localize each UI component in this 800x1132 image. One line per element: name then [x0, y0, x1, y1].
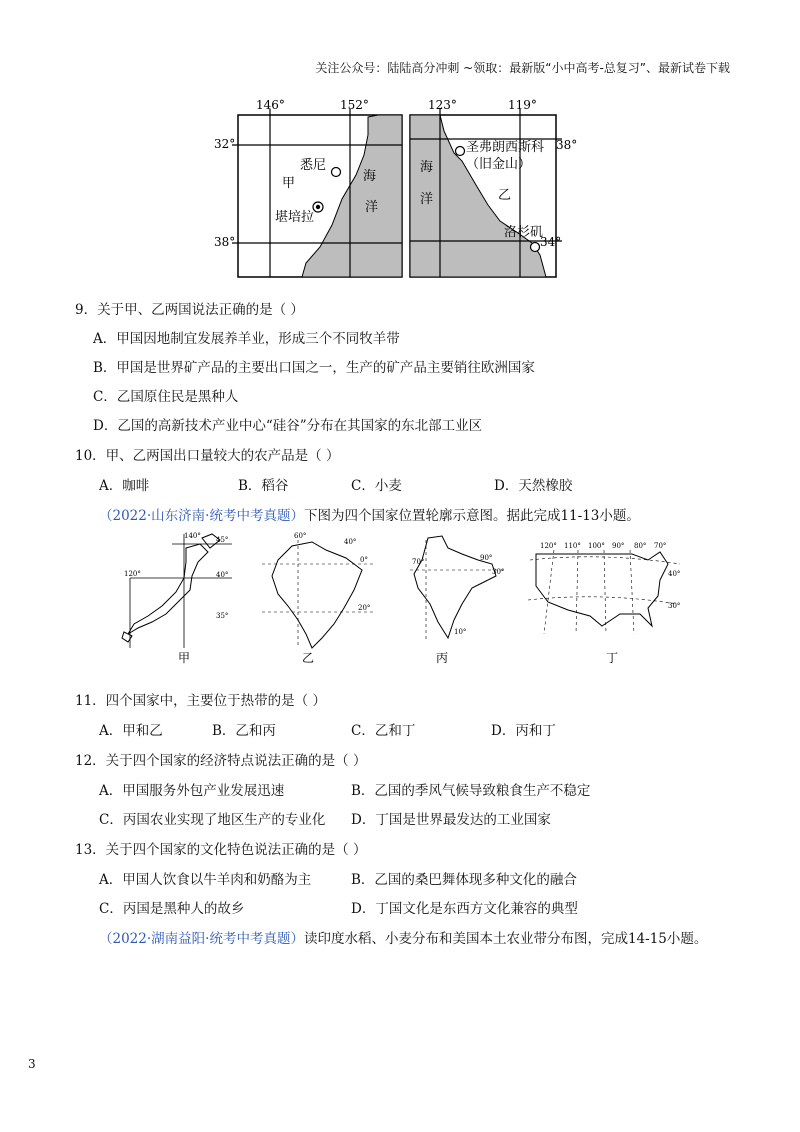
city-marker-sydney	[332, 168, 341, 177]
lat-label: 34°	[540, 235, 562, 249]
question-11-stem: 11．四个国家中，主要位于热带的是（ ）	[75, 693, 326, 709]
lon-label: 70°	[654, 542, 667, 550]
page-header: 关注公众号：陆陆高分冲刺 ~领取：最新版“小中高考-总复习”、最新试卷下载	[315, 61, 730, 75]
question-11-option-b: B．乙和丙	[212, 723, 276, 739]
lat-label: 10°	[454, 628, 467, 636]
lat-label: 40°	[668, 570, 681, 578]
map-figure-four-countries	[112, 530, 692, 670]
question-10-option-c: C．小麦	[351, 478, 402, 494]
map-jia-japan	[122, 532, 232, 665]
lon-label: 146°	[256, 98, 285, 112]
question-12-option-c: C．丙国农业实现了地区生产的专业化	[99, 812, 326, 828]
map-bing-india	[410, 536, 504, 665]
lat-label: 20°	[358, 604, 371, 612]
lat-label: 38°	[556, 138, 578, 152]
map-australia	[214, 98, 402, 277]
ocean-label: 海	[420, 160, 434, 175]
question-12-stem: 12．关于四个国家的经济特点说法正确的是（ ）	[75, 753, 367, 769]
map-figure-australia-usa	[200, 95, 580, 295]
country-label-jia: 甲	[178, 651, 191, 665]
lat-label: 38°	[214, 235, 236, 249]
lon-label: 60°	[294, 532, 307, 540]
intro-text: 读印度水稻、小麦分布和美国本土农业带分布图，完成14-15小题。	[303, 931, 708, 947]
question-13-option-a: A．甲国人饮食以牛羊肉和奶酪为主	[99, 872, 312, 888]
country-label: 甲	[282, 176, 296, 191]
lat-label: 32°	[214, 137, 236, 151]
question-11-option-d: D．丙和丁	[491, 723, 556, 739]
question-13-option-d: D．丁国文化是东西方文化兼容的典型	[351, 901, 578, 917]
city-label-sydney: 悉尼	[300, 158, 327, 173]
lat-label: 30°	[492, 568, 505, 576]
ocean-label: 海	[363, 169, 377, 184]
lon-label: 40°	[344, 538, 357, 546]
lon-label: 119°	[508, 98, 537, 112]
country-label-ding: 丁	[606, 651, 619, 665]
question-13-stem: 13．关于四个国家的文化特色说法正确的是（ ）	[75, 842, 367, 858]
question-10-option-b: B．稻谷	[238, 478, 289, 494]
question-10-stem: 10．甲、乙两国出口量较大的农产品是（ ）	[75, 448, 340, 464]
city-label-los-angeles: 洛杉矶	[504, 225, 544, 240]
question-12-option-d: D．丁国是世界最发达的工业国家	[351, 812, 551, 828]
lon-label: 140°	[184, 532, 201, 540]
question-9-option-d: D．乙国的高新技术产业中心“硅谷”分布在其国家的东北部工业区	[93, 418, 483, 434]
lon-label: 110°	[564, 542, 581, 550]
question-13-option-b: B．乙国的桑巴舞体现多种文化的融合	[351, 872, 577, 888]
lat-label: 40°	[216, 571, 229, 579]
lat-label: 45°	[216, 536, 229, 544]
city-marker-los-angeles	[531, 243, 540, 252]
ocean-label: 洋	[365, 200, 379, 215]
city-label-san-francisco: 圣弗朗西斯科	[466, 140, 545, 155]
question-13-option-c: C．丙国是黑种人的故乡	[99, 901, 245, 917]
section-intro-2	[99, 927, 707, 947]
country-label-yi: 乙	[302, 651, 315, 665]
lon-label: 152°	[340, 98, 369, 112]
question-10-option-d: D．天然橡胶	[494, 478, 573, 494]
intro-text: 下图为四个国家位置轮廓示意图。据此完成11-13小题。	[303, 508, 640, 524]
question-11-option-a: A．甲和乙	[99, 723, 163, 739]
lat-label: 35°	[216, 612, 229, 620]
city-label-san-francisco-alt: （旧金山）	[466, 157, 532, 172]
lon-label: 100°	[588, 542, 605, 550]
question-10-option-a: A．咖啡	[99, 478, 150, 494]
lat-label: 30°	[668, 602, 681, 610]
question-11-option-c: C．乙和丁	[351, 723, 416, 739]
source-citation: （2022·湖南益阳·统考中考真题）	[99, 931, 304, 947]
map-yi-brazil	[262, 532, 374, 665]
question-9-option-b: B．甲国是世界矿产品的主要出口国之一，生产的矿产品主要销往欧洲国家	[93, 360, 535, 376]
country-label: 乙	[498, 188, 512, 203]
page-number: 3	[28, 1057, 36, 1071]
question-9-option-c: C．乙国原住民是黑种人	[93, 389, 239, 405]
lon-label: 120°	[540, 542, 557, 550]
map-usa-west	[410, 98, 577, 277]
source-citation: （2022·山东济南·统考中考真题）	[99, 508, 304, 524]
question-12-option-a: A．甲国服务外包产业发展迅速	[99, 783, 285, 799]
lon-label: 90°	[612, 542, 625, 550]
question-9-stem: 9．关于甲、乙两国说法正确的是（ ）	[75, 302, 304, 318]
country-label-bing: 丙	[436, 651, 449, 665]
map-ding-usa	[528, 542, 680, 665]
question-12-option-b: B．乙国的季风气候导致粮食生产不稳定	[351, 783, 591, 799]
capital-label: 堪培拉	[275, 210, 315, 225]
lon-label: 123°	[428, 98, 457, 112]
question-9-option-a: A．甲国因地制宜发展养羊业，形成三个不同牧羊带	[93, 331, 400, 347]
lon-label: 120°	[124, 570, 141, 578]
lon-label: 70°	[412, 558, 425, 566]
lon-label: 90°	[480, 554, 493, 562]
ocean-label: 洋	[420, 192, 434, 207]
city-marker-san-francisco	[456, 147, 465, 156]
lon-label: 80°	[634, 542, 647, 550]
lat-label: 0°	[360, 556, 368, 564]
section-intro-1	[99, 504, 640, 524]
